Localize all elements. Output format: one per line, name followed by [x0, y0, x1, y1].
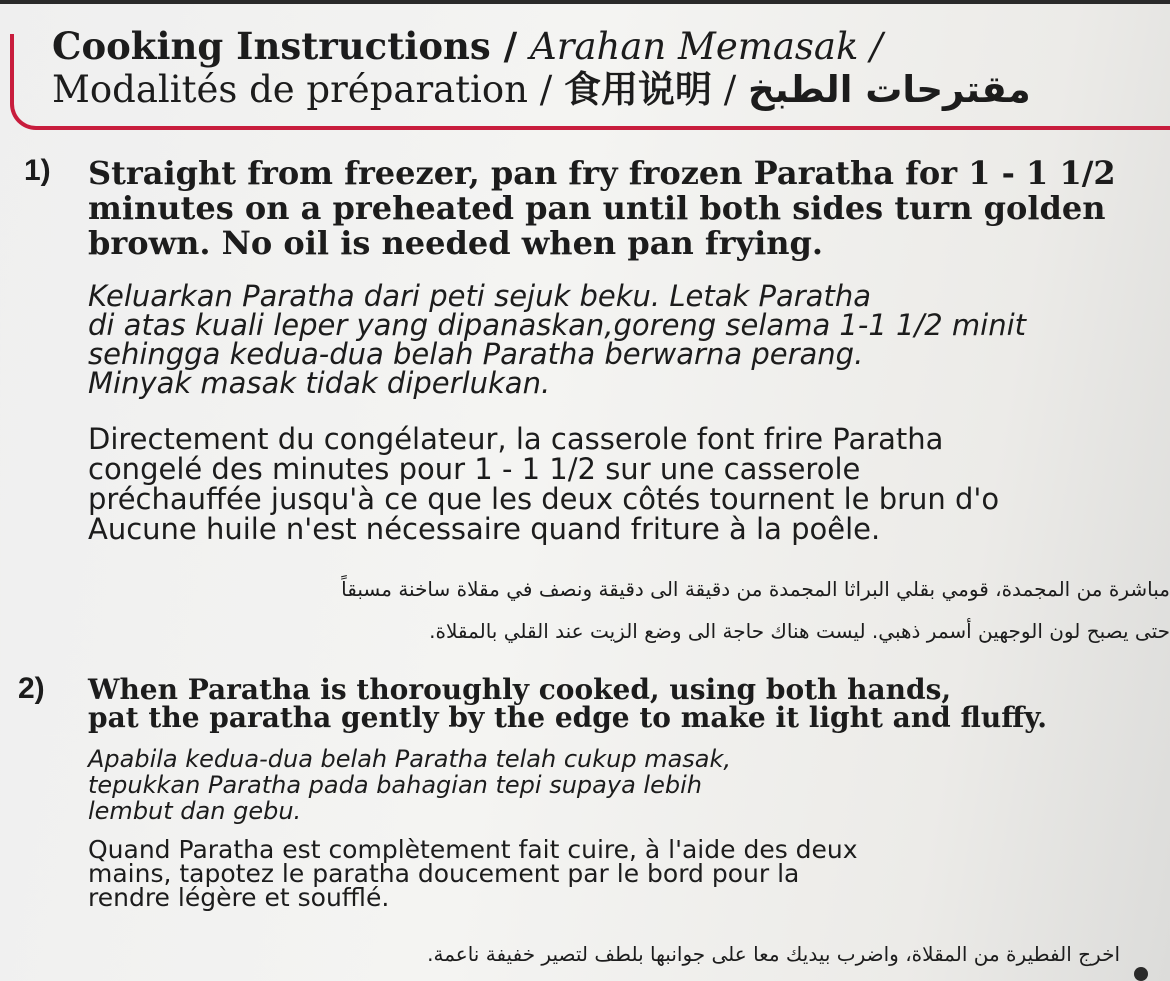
step-1-english [88, 156, 1116, 261]
step-1-english-line: minutes on a preheated pan until both sides turn golden [88, 189, 1106, 227]
step-2-malay [88, 746, 731, 824]
step-2-arabic-line: اخرج الفطيرة من المقلاة، واضرب بيديك معا على جوانبها بلطف لتصير خفيفة ناعمة. [427, 942, 1120, 966]
step-2-english-line: pat the paratha gently by the edge to make it light and fluffy. [88, 701, 1047, 734]
step-1-arabic-line: حتى يصبح لون الوجهين أسمر ذهبي. ليست هناك حاجة الى وضع الزيت عند القلي بالمقلاة. [429, 619, 1170, 643]
step-1-french-line: Aucune huile n'est nécessaire quand friture à la poêle. [88, 512, 881, 546]
step-1-french [88, 424, 999, 544]
title-english: Cooking Instructions / [52, 24, 531, 68]
title-malay: Arahan Memasak / [530, 25, 883, 68]
step-1-number: 1) [24, 154, 51, 187]
step-2-english [88, 673, 1047, 734]
step-2-french-line: rendre légère et soufflé. [88, 883, 390, 912]
step-1-malay-line: di atas kuali leper yang dipanaskan,goreng selama 1-1 1/2 minit [88, 308, 1027, 342]
package-edge-mark [1134, 967, 1148, 981]
title-french: Modalités de préparation / [52, 68, 564, 111]
package-edge [0, 0, 1170, 4]
step-1-malay-line: Keluarkan Paratha dari peti sejuk beku. Letak Paratha [88, 279, 871, 313]
step-2-english-line: When Paratha is thoroughly cooked, using both hands, [88, 673, 952, 706]
step-2-french-line: mains, tapotez le paratha doucement par le bord pour la [88, 859, 800, 888]
step-2-malay-line: lembut dan gebu. [88, 797, 302, 825]
header-title-line-2 [52, 68, 1031, 112]
step-1-malay-line: sehingga kedua-dua belah Paratha berwarna perang. [88, 337, 864, 371]
step-2-malay-line: tepukkan Paratha pada bahagian tepi supaya lebih [88, 771, 702, 799]
step-2-malay-line: Apabila kedua-dua belah Paratha telah cukup masak, [88, 745, 732, 773]
title-chinese: 食用说明 [563, 68, 712, 111]
step-1-english-line: Straight from freezer, pan fry frozen Paratha for 1 - 1 1/2 [88, 154, 1116, 192]
step-2-french [88, 835, 858, 912]
step-1-english-line: brown. No oil is needed when pan frying. [88, 224, 823, 262]
step-2-french-line: Quand Paratha est complètement fait cuire, à l'aide des deux [88, 835, 858, 864]
title-separator: / [711, 68, 748, 111]
step-1-malay [88, 279, 1027, 400]
step-1-french-line: Directement du congélateur, la casserole font frire Paratha [88, 422, 944, 456]
step-2-number: 2) [18, 672, 45, 705]
step-1-french-line: congelé des minutes pour 1 - 1 1/2 sur une casserole [88, 452, 861, 486]
step-2-arabic [427, 940, 1120, 968]
step-1-french-line: préchauffée jusqu'à ce que les deux côtés tournent le brun d'o [88, 482, 1000, 516]
step-1-arabic [341, 568, 1170, 652]
step-1-malay-line: Minyak masak tidak diperlukan. [88, 366, 551, 400]
header-title-line-1 [52, 24, 883, 69]
title-arabic: مقترحات الطبخ [747, 68, 1031, 111]
step-1-arabic-line: مباشرة من المجمدة، قومي بقلي البراثا المجمدة من دقيقة الى دقيقة ونصف في مقلاة ساخنة مسبقاً [341, 577, 1170, 601]
